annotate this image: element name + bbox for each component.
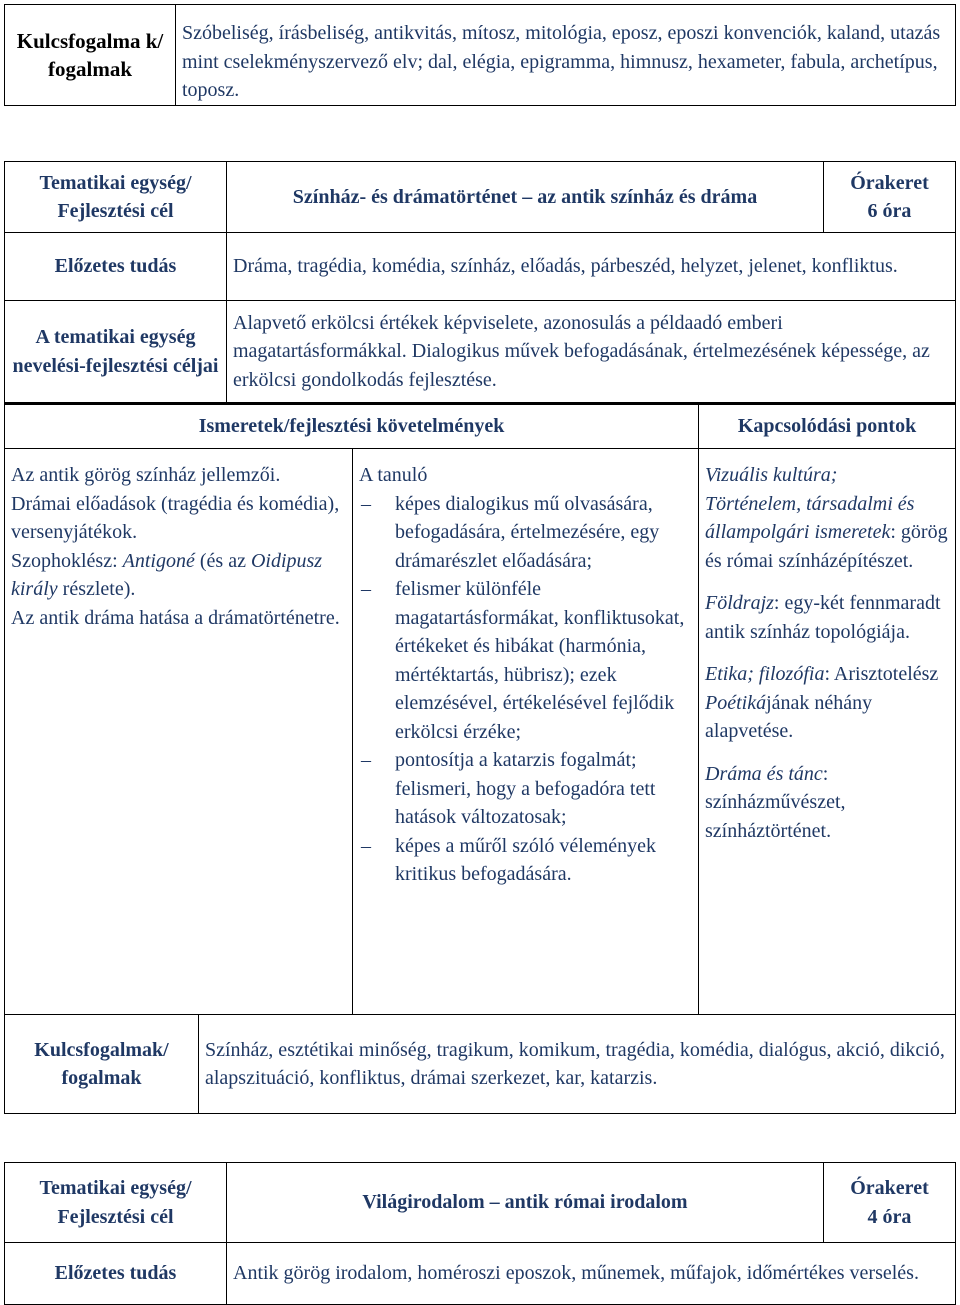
hours-cell — [824, 162, 956, 233]
subject-name: Dráma és tánc — [705, 762, 823, 785]
author-name: Szophoklész: — [11, 549, 123, 572]
connections-cell — [699, 449, 956, 1015]
hours-value: 6 óra — [867, 200, 912, 222]
list-item: – pontosítja a katarzis fogalmát; felismeri, hogy a befogadóra tett hatások változatosak; — [359, 746, 692, 832]
knowledge-cell — [5, 449, 353, 1015]
subject-name: Történelem, társadalmi és állampolgári ismeretek — [705, 492, 915, 543]
unit2-header-table — [4, 1162, 956, 1305]
unit1-content-table — [4, 404, 956, 1015]
goals-text: Alapvető erkölcsi értékek képviselete, azonosulás a példaadó emberi magatartásformákkal. Dialogikus művek befogadásának, értelmezésének képessége, az erkölcsi gondolkodás fejlesztése. — [227, 301, 956, 404]
hours-label: Órakeret — [850, 1177, 929, 1199]
prior-knowledge-label: Előzetes tudás — [5, 1243, 227, 1305]
goals-label: A tematikai egység nevelési-fejlesztési céljai — [5, 301, 227, 404]
unit1-header-table — [4, 161, 956, 405]
student-intro: A tanuló — [359, 464, 428, 486]
connection-text: : Arisztotelész — [824, 663, 939, 685]
unit-label: Tematikai egység/ Fejlesztési cél — [5, 1163, 227, 1243]
work-title: Antigoné — [122, 549, 195, 572]
hours-cell — [824, 1163, 956, 1243]
subject-name: Földrajz — [705, 592, 774, 614]
connection-text: jának néhány alapvetése. — [705, 691, 873, 742]
unit1-keywords-table — [4, 1014, 956, 1114]
prior-knowledge-label: Előzetes tudás — [5, 233, 227, 301]
connection-item — [705, 660, 949, 746]
subject-name: Vizuális kultúra; — [705, 464, 838, 486]
list-item: – képes a műről szóló vélemények kritikus befogadására. — [359, 832, 692, 889]
work-title: Oidipusz király — [11, 549, 323, 600]
hours-label: Órakeret — [850, 171, 929, 194]
knowledge-text: részlete). — [57, 578, 136, 600]
subject-name: Etika; filozófia — [705, 663, 825, 685]
unit-title: Világirodalom – antik római irodalom — [227, 1163, 824, 1243]
knowledge-item — [11, 547, 346, 604]
top-concepts-table — [4, 4, 956, 106]
prior-knowledge-text: Dráma, tragédia, komédia, színház, előadás, párbeszéd, helyzet, jelenet, konfliktus. — [227, 233, 956, 301]
hours-value: 4 óra — [867, 1205, 912, 1228]
key-concepts-label: Kulcsfogalma k/ fogalmak — [5, 5, 176, 106]
list-item: – felismer különféle magatartásformákat, konfliktusokat, értékeket és hibákat (harmónia, mértéktartás, hübrisz); ezek elemzésével, értékelésével fejlődik erkölcsi érzéke; — [359, 575, 692, 746]
keywords-text: Színház, esztétikai minőség, tragikum, komikum, tragédia, komédia, dialógus, akció, dikció, alapszituáció, konfliktus, drámai szerkezet, kar, katarzis. — [199, 1015, 956, 1114]
keywords-label: Kulcsfogalmak/ fogalmak — [5, 1015, 199, 1114]
connection-text: : színházművészet, színháztörténet. — [705, 762, 846, 842]
student-list — [359, 490, 692, 889]
student-cell — [353, 449, 699, 1015]
work-title: Poétiká — [705, 691, 767, 714]
list-item: – képes dialogikus mű olvasására, befogadására, értelmezésére, egy drámarészlet előadására; — [359, 490, 692, 576]
unit-title: Színház- és drámatörténet – az antik színház és dráma — [227, 162, 824, 233]
knowledge-item: Az antik görög színház jellemzői. — [11, 464, 281, 486]
knowledge-item: Drámai előadások (tragédia és komédia), versenyjátékok. — [11, 492, 340, 543]
prior-knowledge-text: Antik görög irodalom, homéroszi eposzok, műnemek, műfajok, időmértékes verselés. — [227, 1243, 956, 1305]
knowledge-item: Az antik dráma hatása a drámatörténetre. — [11, 606, 340, 629]
connection-item — [705, 760, 949, 846]
connection-item — [705, 461, 949, 575]
unit-label: Tematikai egység/ Fejlesztési cél — [5, 162, 227, 233]
knowledge-text: (és az — [194, 549, 251, 572]
connection-item — [705, 589, 949, 646]
requirements-header: Ismeretek/fejlesztési követelmények — [5, 405, 699, 449]
connections-header: Kapcsolódási pontok — [699, 405, 956, 449]
connection-text: : egy-két fennmaradt antik színház topológiája. — [705, 592, 941, 643]
key-concepts-text: Szóbeliség, írásbeliség, antikvitás, mítosz, mitológia, eposz, eposzi konvenciók, kaland, utazás mint cselekményszervező elv; dal, elégia, epigramma, himnusz, hexameter, fabula, archetípus, toposz. — [176, 5, 956, 106]
connection-text: : görög és római színházépítészet. — [705, 521, 948, 572]
